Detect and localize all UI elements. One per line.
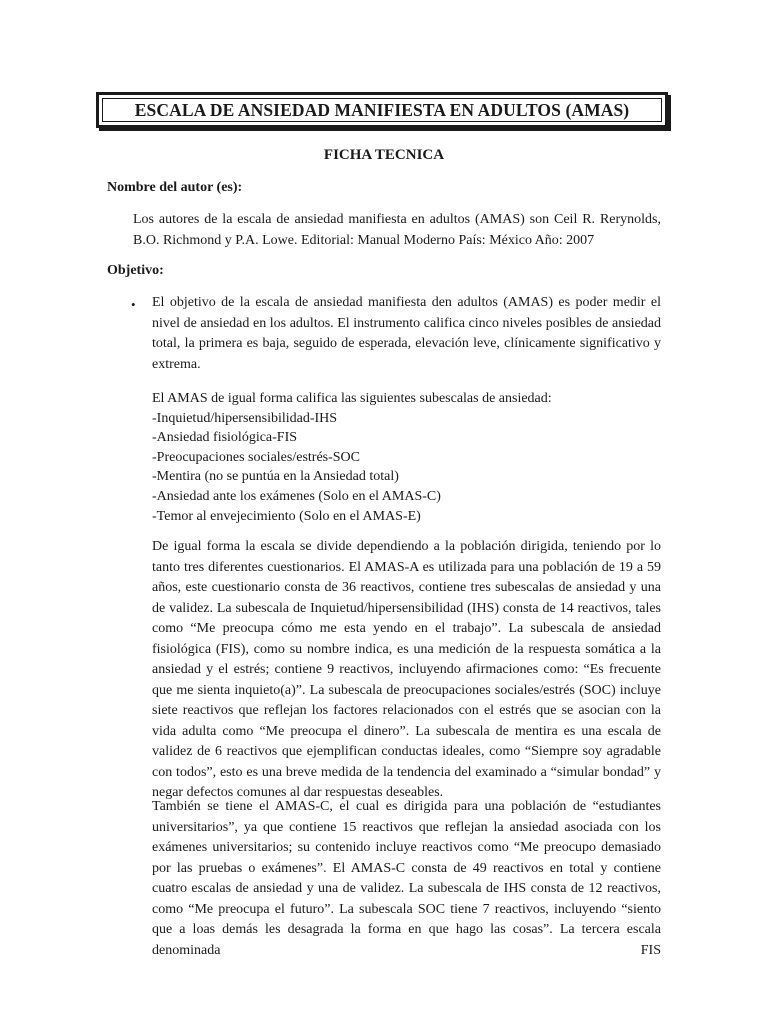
document-subtitle: FICHA TECNICA [323,147,445,163]
amas-c-paragraph: También se tiene el AMAS-C, el cual es dirigida para una población de “estudiantes universitarios”, ya que contiene 15 reactivos que reflejan la ansiedad asociada con los exámenes universitarios; su contenido incluye reactivos como “Me preocupo demasiado por las pruebas o exámenes”. El AMAS-C consta de 49 reactivos en total y contiene cuatro escalas de ansiedad y una de validez. La subescala de IHS consta de 12 reactivos, como “Me preocupa el futuro”. La subescala SOC tiene 7 reactivos, incluyendo “siento que a loas demás les desagrada la forma en que hago las cosas”. La tercera escala denominada FIS [152,799,661,958]
document-title: ESCALA DE ANSIEDAD MANIFIESTA EN ADULTOS (AMAS) [134,99,630,120]
subscale-item: -Ansiedad ante los exámenes (Solo en el AMAS-C) [152,488,441,504]
title-frame [96,92,668,128]
subscale-item: -Temor al envejecimiento (Solo en el AMAS-E) [152,508,421,524]
objective-heading: Objetivo: [107,263,164,278]
subscale-item: -Ansiedad fisiológica-FIS [152,430,298,446]
subscale-item: -Mentira (no se puntúa en la Ansiedad total) [152,469,399,485]
subscale-list-intro: El AMAS de igual forma califica las siguientes subescalas de ansiedad: [152,391,552,406]
subscale-item: -Preocupaciones sociales/estrés-SOC [152,449,360,465]
objective-intro-paragraph: El objetivo de la escala de ansiedad manifiesta den adultos (AMAS) es poder medir el nivel de ansiedad en los adultos. El instrumento califica cinco niveles posibles de ansiedad total, la primera es baja, seguido de esperada, elevación leve, clínicamente significativo y extrema. [152,295,661,372]
bullet-marker: • [131,297,136,312]
subscale-item: -Inquietud/hipersensibilidad-IHS [152,410,338,426]
subscale-list [152,389,552,526]
amas-a-paragraph: De igual forma la escala se divide dependiendo a la población dirigida, teniendo por lo tanto tres diferentes cuestionarios. El AMAS-A es utilizada para una población de 19 a 59 años, este cuestionario consta de 36 reactivos, contiene tres subescalas de ansiedad y una de validez. La subescala de Inquietud/hipersensibilidad (IHS) consta de 14 reactivos, tales como “Me preocupa cómo me esta yendo en el trabajo”. La subescala de ansiedad fisiológica (FIS), como su nombre indica, es una medición de la respuesta somática a la ansiedad y el estrés; contiene 9 reactivos, incluyendo afirmaciones como: “Es frecuente que me sienta inquieto(a)”. La subescala de preocupaciones sociales/estrés (SOC) incluye siete reactivos que reflejan los factores relacionados con el estrés que se asocian con la vida adulta como “Me preocupa el dinero”. La subescala de mentira es una escala de validez de 6 reactivos que ejemplifican conductas ideales, como “Siempre soy agradable con todos”, esto es una breve medida de la tendencia del examinado a “simular bondad” y negar defectos comunes al dar respuestas deseables. [152,539,661,800]
author-heading: Nombre del autor (es): [107,180,243,195]
author-paragraph: Los autores de la escala de ansiedad manifiesta en adultos (AMAS) son Ceil R. Rerynolds, B.O. Richmond y P.A. Lowe. Editorial: Manual Moderno País: México Año: 2007 [133,212,661,248]
title-frame-inner [102,98,662,122]
